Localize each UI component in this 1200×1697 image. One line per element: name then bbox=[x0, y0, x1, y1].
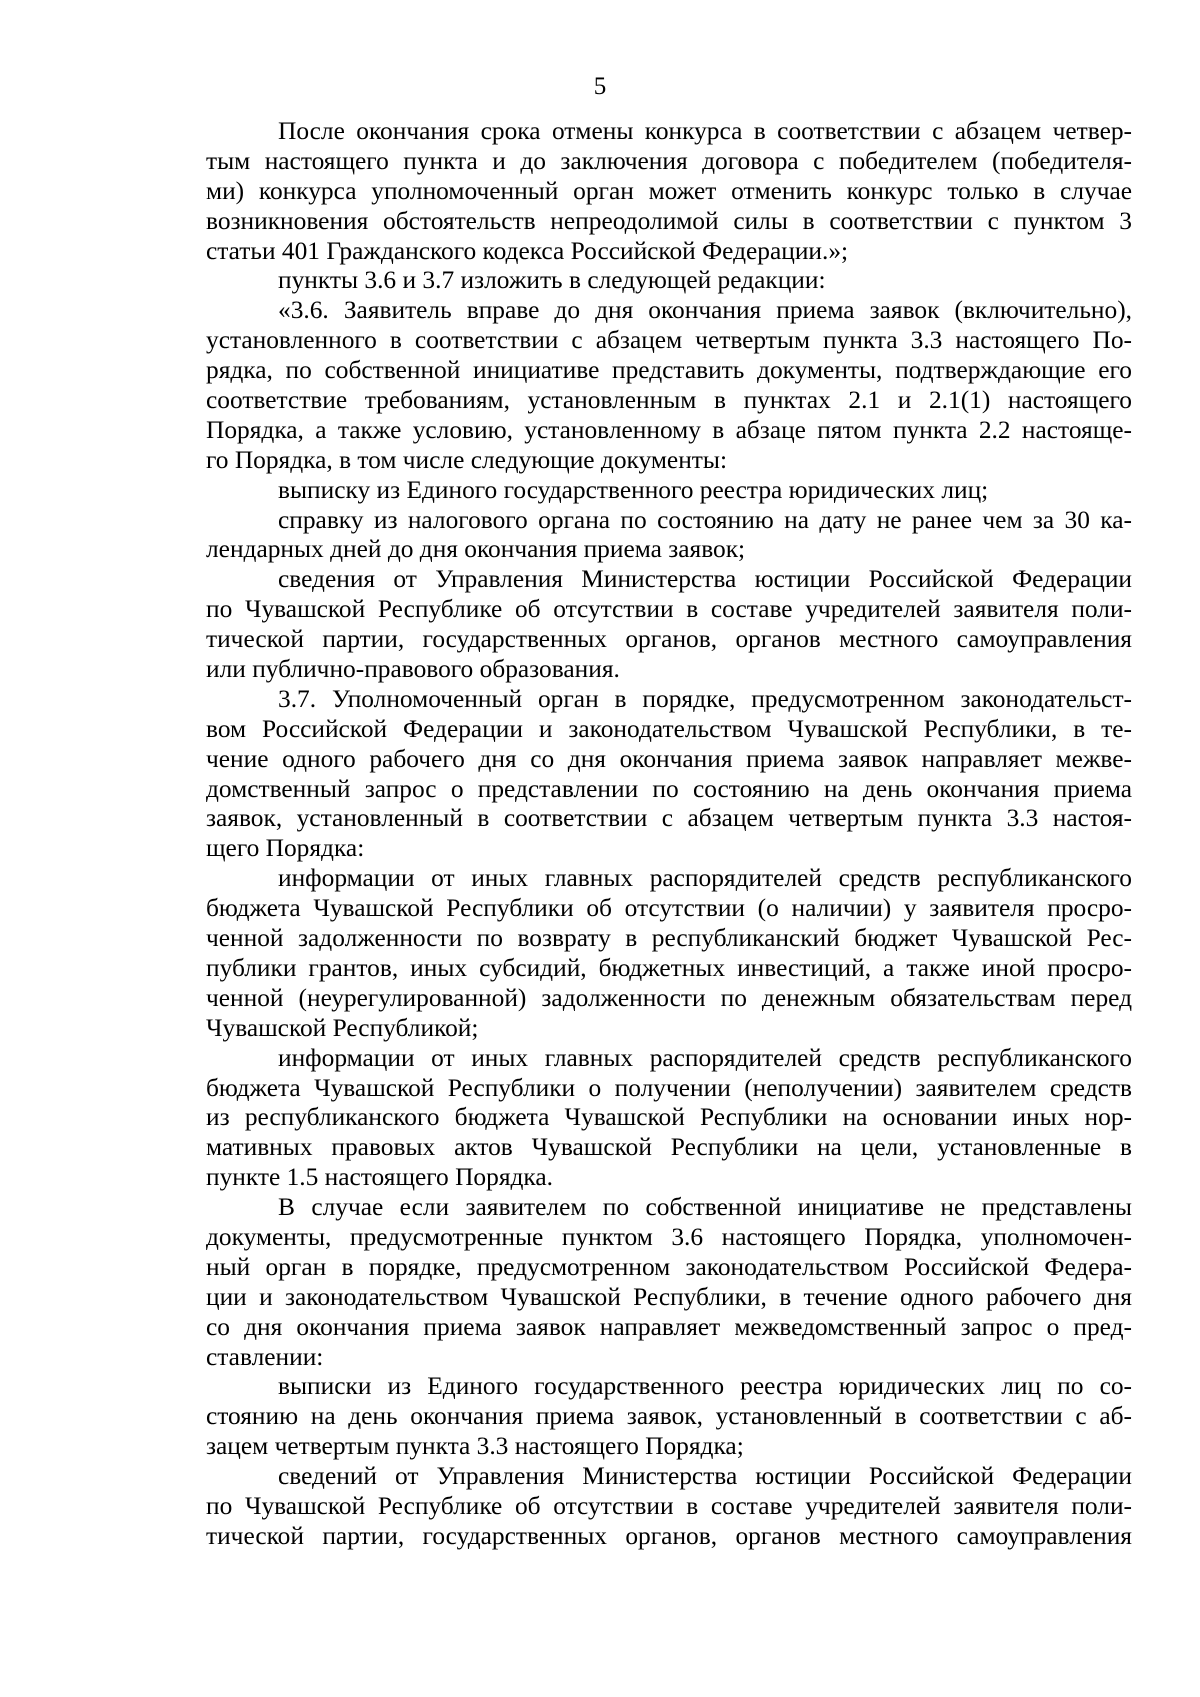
text-line: После окончания срока отмены конкурса в соответствии с абзацем четвер- bbox=[278, 117, 1132, 145]
text-line: выписку из Единого государственного реестра юридических лиц; bbox=[278, 475, 989, 504]
text-line: ченной задолженности по возврату в республиканский бюджет Чувашской Рес- bbox=[206, 924, 1132, 953]
text-line: ченной (неурегулированной) задолженности по денежным обязательствам перед bbox=[206, 983, 1132, 1012]
text-line: по Чувашской Республике об отсутствии в составе учредителей заявителя поли- bbox=[206, 1491, 1132, 1520]
text-line: по Чувашской Республике об отсутствии в составе учредителей заявителя поли- bbox=[206, 595, 1132, 624]
text-line: или публично-правового образования. bbox=[206, 655, 620, 684]
text-line: пункты 3.6 и 3.7 изложить в следующей редакции: bbox=[278, 266, 826, 295]
text-line: статьи 401 Гражданского кодекса Российской Федерации.»; bbox=[206, 236, 849, 265]
text-line: пункте 1.5 настоящего Порядка. bbox=[206, 1163, 553, 1192]
text-line: тической партии, государственных органов, органов местного самоуправления bbox=[206, 1521, 1132, 1550]
text-line: зацем четвертым пункта 3.3 настоящего Порядка; bbox=[206, 1432, 744, 1461]
text-line: публики грантов, иных субсидий, бюджетных инвестиций, а также иной просро- bbox=[206, 953, 1132, 982]
text-line: стоянию на день окончания приема заявок, установленный в соответствии с аб- bbox=[206, 1402, 1132, 1431]
text-line: ставлении: bbox=[206, 1342, 324, 1371]
text-line: установленного в соответствии с абзацем четвертым пункта 3.3 настоящего По- bbox=[206, 326, 1132, 355]
text-line: справку из налогового органа по состоянию на дату не ранее чем за 30 ка- bbox=[278, 505, 1132, 534]
page-number: 5 bbox=[593, 73, 607, 100]
text-line: вом Российской Федерации и законодательством Чувашской Республики, в те- bbox=[206, 714, 1132, 743]
text-line: возникновения обстоятельств непреодолимой силы в соответствии с пунктом 3 bbox=[206, 206, 1132, 235]
text-line: го Порядка, в том числе следующие документы: bbox=[206, 445, 728, 474]
text-line: тым настоящего пункта и до заключения договора с победителем (победителя- bbox=[206, 146, 1132, 175]
text-line: мативных правовых актов Чувашской Республики на цели, установленные в bbox=[206, 1133, 1132, 1162]
text-line: информации от иных главных распорядителей средств республиканского bbox=[278, 864, 1132, 893]
text-line: рядка, по собственной инициативе представить документы, подтверждающие его bbox=[206, 356, 1132, 385]
body-text bbox=[206, 117, 1132, 1552]
text-line: щего Порядка: bbox=[206, 834, 365, 863]
text-line: ции и законодательством Чувашской Республики, в течение одного рабочего дня bbox=[206, 1282, 1132, 1311]
text-line: сведений от Управления Министерства юстиции Российской Федерации bbox=[278, 1462, 1132, 1491]
text-line: ми) конкурса уполномоченный орган может отменить конкурс только в случае bbox=[206, 176, 1132, 205]
text-line: со дня окончания приема заявок направляет межведомственный запрос о пред- bbox=[206, 1312, 1132, 1341]
text-line: 3.7. Уполномоченный орган в порядке, предусмотренном законодательст- bbox=[278, 684, 1132, 713]
text-line: заявок, установленный в соответствии с абзацем четвертым пункта 3.3 настоя- bbox=[206, 804, 1132, 833]
text-line: «3.6. Заявитель вправе до дня окончания приема заявок (включительно), bbox=[278, 296, 1132, 325]
text-line: бюджета Чувашской Республики об отсутствии (о наличии) у заявителя просро- bbox=[206, 894, 1132, 923]
text-line: Порядка, а также условию, установленному в абзаце пятом пункта 2.2 настояще- bbox=[206, 415, 1132, 444]
text-line: документы, предусмотренные пунктом 3.6 настоящего Порядка, уполномочен- bbox=[206, 1222, 1132, 1251]
text-line: домственный запрос о представлении по состоянию на день окончания приема bbox=[206, 774, 1132, 803]
text-line: сведения от Управления Министерства юстиции Российской Федерации bbox=[278, 565, 1132, 594]
text-line: ный орган в порядке, предусмотренном законодательством Российской Федера- bbox=[206, 1252, 1132, 1281]
text-line: из республиканского бюджета Чувашской Республики на основании иных нор- bbox=[206, 1103, 1132, 1132]
text-line: соответствие требованиям, установленным в пунктах 2.1 и 2.1(1) настоящего bbox=[206, 386, 1132, 415]
text-line: чение одного рабочего дня со дня окончания приема заявок направляет межве- bbox=[206, 744, 1132, 773]
text-line: тической партии, государственных органов, органов местного самоуправления bbox=[206, 625, 1132, 654]
text-line: лендарных дней до дня окончания приема заявок; bbox=[206, 535, 746, 564]
text-line: выписки из Единого государственного реестра юридических лиц по со- bbox=[278, 1372, 1132, 1401]
text-line: В случае если заявителем по собственной инициативе не представлены bbox=[278, 1193, 1132, 1222]
text-line: Чувашской Республикой; bbox=[206, 1013, 479, 1042]
text-line: бюджета Чувашской Республики о получении (неполучении) заявителем средств bbox=[206, 1073, 1132, 1102]
text-line: информации от иных главных распорядителей средств республиканского bbox=[278, 1043, 1132, 1072]
